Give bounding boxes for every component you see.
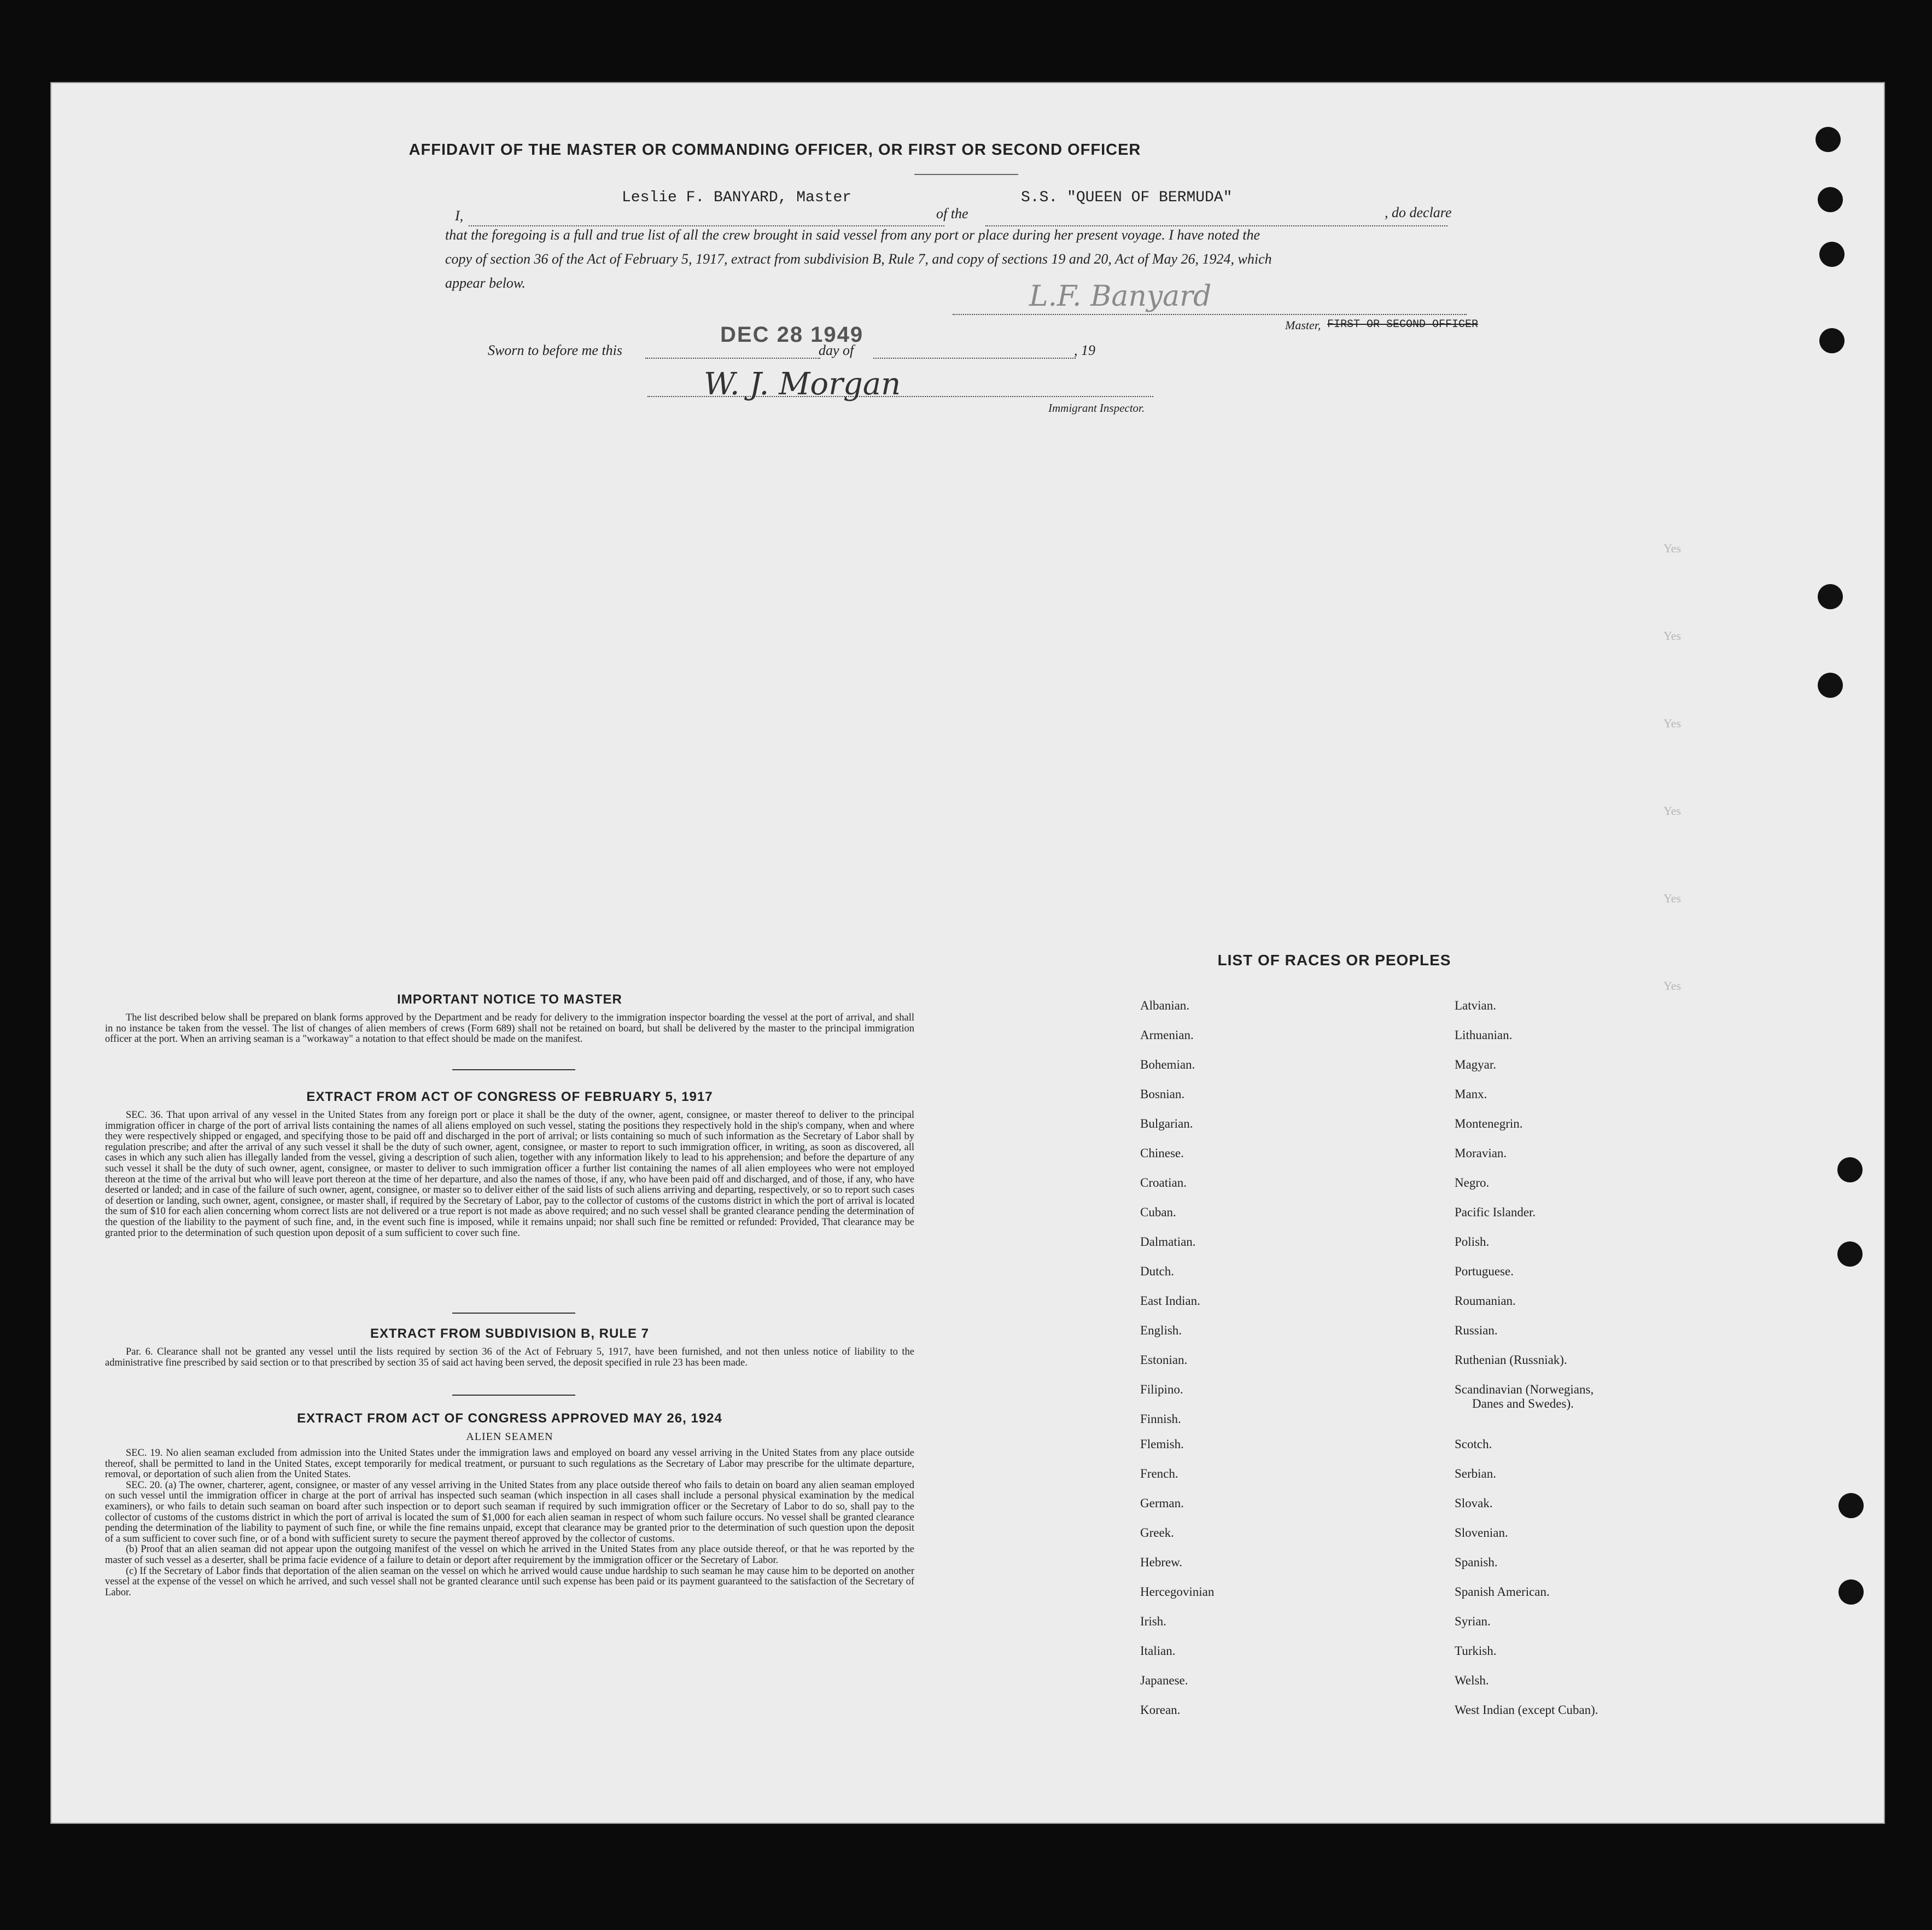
- race-item: Irish.: [1140, 1614, 1166, 1628]
- race-item: Chinese.: [1140, 1146, 1184, 1160]
- race-item: Croatian.: [1140, 1176, 1187, 1190]
- race-item: West Indian (except Cuban).: [1455, 1703, 1598, 1717]
- bleed-through-mark: Yes: [1663, 716, 1682, 730]
- punch-hole-icon: [1837, 1241, 1863, 1267]
- race-item: Slovenian.: [1455, 1526, 1508, 1540]
- notice-text: The list described below shall be prepared on blank forms approved by the Department and be ready for delivery to the immigration inspector boarding the vessel at the port of arrival, and shall in no instance be taken from the vessel. The list of changes of alien members of crews (Form 689) shall not be retained on board, but shall be delivered by the master to the principal immigration officer at the port. When an arriving seaman is a "workaway" a notation to that effect should be made on the manifest.: [105, 1012, 914, 1045]
- race-item: Cuban.: [1140, 1205, 1176, 1219]
- race-item: East Indian.: [1140, 1294, 1200, 1308]
- master-signature: L.F. Banyard: [1029, 280, 1212, 313]
- rule7-text: Par. 6. Clearance shall not be granted any vessel until the lists required by section 36 of the Act of February 5, 1917, have been furnished, and not then unless notice of liability to the administrative fine prescribed by said section or to that prescribed by section 35 of said act having been served, the deposit specified in rule 23 has been made.: [105, 1346, 914, 1368]
- punch-hole-icon: [1838, 1579, 1864, 1605]
- race-item: Bulgarian.: [1140, 1117, 1193, 1130]
- races-heading: LIST OF RACES OR PEOPLES: [1217, 952, 1451, 969]
- race-item: Danes and Swedes).: [1472, 1397, 1574, 1410]
- race-item: Armenian.: [1140, 1028, 1194, 1042]
- race-item: Bohemian.: [1140, 1058, 1195, 1071]
- sec20c-text: (c) If the Secretary of Labor finds that deportation of the alien seaman on the vessel on which he arrived would cause undue hardship to such seaman he may cause him to be deported on another vessel at the expense of the vessel on which he arrived, and such vessel shall not be granted clearance until such expense has been paid or its payment guaranteed to the satisfaction of the Secretary of Labor.: [105, 1565, 914, 1598]
- of-the-label: of the: [936, 206, 968, 221]
- race-item: Albanian.: [1140, 999, 1190, 1012]
- day-of-label: day of: [819, 342, 854, 358]
- master-title-struck: FIRST OR SECOND OFFICER: [1327, 318, 1479, 331]
- sworn-label: Sworn to before me this: [488, 342, 623, 358]
- race-item: Roumanian.: [1455, 1294, 1516, 1308]
- divider: [452, 1395, 575, 1396]
- notice-heading: IMPORTANT NOTICE TO MASTER: [397, 992, 622, 1007]
- race-item: Dutch.: [1140, 1264, 1174, 1278]
- affidavit-i-label: I,: [455, 208, 464, 224]
- race-item: Scandinavian (Norwegians,: [1455, 1383, 1594, 1396]
- bleed-through-mark: Yes: [1663, 804, 1682, 818]
- race-item: Dalmatian.: [1140, 1235, 1196, 1249]
- punch-hole-icon: [1837, 1157, 1863, 1182]
- race-item: Japanese.: [1140, 1674, 1188, 1687]
- month-line: [873, 358, 1076, 359]
- affidavit-title: AFFIDAVIT OF THE MASTER OR COMMANDING OFFICER, OR FIRST OR SECOND OFFICER: [408, 141, 1141, 159]
- extract-1917-text: SEC. 36. That upon arrival of any vessel in the United States from any foreign port or place it shall be the duty of the owner, agent, consignee, or master thereof to deliver to the principal immigration officer in charge of the port of arrival lists containing the names of all aliens employed on such vessel, stating the positions they respectively hold in the ship's company, when and where they were respectively shipped or engaged, and specifying those to be paid off and discharged in the port of arrival; or lists containing so much of such information as the Secretary of Labor shall by regulation prescribe; and after the arrival of any such vessel it shall be the duty of such owner, agent, consignee, or master to report to such immigration officer, in writing, as soon as discovered, all cases in which any such alien has illegally landed from the vessel, giving a description of such alien, together with any information likely to lead to his apprehension; and before the departure of any such vessel it shall be the duty of such owner, agent, consignee, or master to deliver to such immigration officer a further list containing the names of all alien employees who were not employed thereon at the time of the arrival but who will leave port thereon at the time of her departure, and also the names of those, if any, who have been paid off and discharged, and of those, if any, who have deserted or landed; and in case of the failure of such owner, agent, consignee, or master so to deliver either of the said lists of such aliens arriving and departing, respectively, or so to report such cases of desertion or landing, such owner, agent, consignee, or master shall, if required by the Secretary of Labor, pay to the collector of customs of the customs district in which the port of arrival is located the sum of $10 for each alien concerning whom correct lists are not delivered or a true report is not made as above required; and no such vessel shall be granted clearance pending the determination of the question of the liability to the payment of such fine, and, in the event such fine is imposed, while it remains unpaid; nor shall such fine be remitted or refunded: Provided, That clearance may be granted prior to the determination of such question upon deposit of a sum sufficient to cover such fine.: [105, 1110, 914, 1239]
- rule7-heading: EXTRACT FROM SUBDIVISION B, RULE 7: [370, 1326, 650, 1341]
- year-label: , 19: [1074, 342, 1095, 358]
- race-item: Welsh.: [1455, 1674, 1489, 1687]
- punch-hole-icon: [1818, 187, 1843, 212]
- race-item: English.: [1140, 1323, 1182, 1337]
- extract-1917-heading: EXTRACT FROM ACT OF CONGRESS OF FEBRUARY 5, 1917: [306, 1089, 713, 1104]
- race-item: Russian.: [1455, 1323, 1498, 1337]
- punch-hole-icon: [1819, 328, 1845, 353]
- sec20a-text: SEC. 20. (a) The owner, charterer, agent, consignee, or master of any vessel arriving in the United States from any place outside thereof who fails to detain on board any alien seaman employed on such vessel until the immigration officer in charge at the port of arrival has inspected such seaman (which inspection in all cases shall include a personal physical examination by the medical examiners), or who fails to detain such seaman on board after such inspection or to deport such seaman if required by such immigration officer or the Secretary of Labor to do so, shall pay to the collector of customs of the customs district in which the port of arrival is located the sum of $1,000 for each alien seaman in respect of whom such failure occurs. No vessel shall be granted clearance pending the determination of the liability to payment of such fine, or while the fine remains unpaid, except that clearance may be granted prior to the determination of such question upon the deposit of a sum sufficient to cover such fine, or of a bond with sufficient surety to secure the payment thereof approved by the collector of customs.: [105, 1479, 914, 1544]
- race-item: Spanish American.: [1455, 1585, 1550, 1599]
- race-item: Italian.: [1140, 1644, 1176, 1658]
- divider: [452, 1069, 575, 1070]
- master-title-label: Master,: [1285, 318, 1321, 332]
- document-page: [50, 82, 1885, 1824]
- race-item: Flemish.: [1140, 1437, 1184, 1451]
- master-signature-line: [953, 314, 1467, 315]
- race-item: Hercegovinian: [1140, 1585, 1215, 1599]
- punch-hole-icon: [1819, 242, 1845, 267]
- affidavit-line-3: appear below.: [445, 275, 526, 291]
- race-item: Polish.: [1455, 1235, 1490, 1249]
- race-item: Ruthenian (Russniak).: [1455, 1353, 1567, 1367]
- race-item: Magyar.: [1455, 1058, 1497, 1071]
- extract-1924-subheading: ALIEN SEAMEN: [466, 1431, 553, 1443]
- race-item: Spanish.: [1455, 1555, 1498, 1569]
- extract-1924-body: [105, 1448, 914, 1598]
- divider: [452, 1313, 575, 1314]
- race-item: German.: [1140, 1496, 1184, 1510]
- sworn-day-line: [645, 358, 820, 359]
- sec20b-text: (b) Proof that an alien seaman did not appear upon the outgoing manifest of the vessel on which he arrived in the United States from any place outside thereof, or that he was reported by the master of such vessel as a deserter, shall be prima facie evidence of a failure to detain or deport after requirement by the immigration officer or the Secretary of Labor.: [105, 1544, 914, 1566]
- punch-hole-icon: [1816, 127, 1841, 152]
- race-item: Lithuanian.: [1455, 1028, 1513, 1042]
- race-item: Syrian.: [1455, 1614, 1491, 1628]
- race-item: Moravian.: [1455, 1146, 1507, 1160]
- master-name-field: Leslie F. BANYARD, Master: [622, 189, 852, 206]
- inspector-signature: W. J. Morgan: [704, 366, 901, 402]
- race-item: Greek.: [1140, 1526, 1174, 1540]
- race-item: Turkish.: [1455, 1644, 1497, 1658]
- bleed-through-mark: Yes: [1663, 891, 1682, 905]
- extract-1924-heading: EXTRACT FROM ACT OF CONGRESS APPROVED MAY 26, 1924: [297, 1411, 722, 1426]
- punch-hole-icon: [1818, 673, 1843, 698]
- race-item: Manx.: [1455, 1087, 1487, 1101]
- race-item: Bosnian.: [1140, 1087, 1185, 1101]
- affidavit-body: [445, 223, 1468, 295]
- vessel-field: S.S. "QUEEN OF BERMUDA": [1021, 189, 1233, 206]
- bleed-through-mark: Yes: [1663, 979, 1682, 993]
- race-item: Hebrew.: [1140, 1555, 1183, 1569]
- race-item: Negro.: [1455, 1176, 1490, 1190]
- race-item: Filipino.: [1140, 1383, 1183, 1396]
- race-item: Estonian.: [1140, 1353, 1188, 1367]
- date-stamp: DEC 28 1949: [720, 323, 864, 347]
- race-item: Scotch.: [1455, 1437, 1492, 1451]
- race-item: Serbian.: [1455, 1467, 1497, 1480]
- race-item: Montenegrin.: [1455, 1117, 1523, 1130]
- inspector-label: Immigrant Inspector.: [1048, 401, 1145, 415]
- race-item: Pacific Islander.: [1455, 1205, 1536, 1219]
- race-item: Finnish.: [1140, 1412, 1181, 1426]
- bleed-through-mark: Yes: [1663, 541, 1682, 555]
- race-item: French.: [1140, 1467, 1178, 1480]
- do-declare-label: , do declare: [1385, 205, 1452, 220]
- punch-hole-icon: [1818, 584, 1843, 609]
- race-item: Korean.: [1140, 1703, 1181, 1717]
- punch-hole-icon: [1838, 1493, 1864, 1518]
- race-item: Portuguese.: [1455, 1264, 1514, 1278]
- bleed-through-mark: Yes: [1663, 629, 1682, 643]
- affidavit-line-1: that the foregoing is a full and true list of all the crew brought in said vessel from any port or place during her present voyage. I have noted the: [445, 227, 1260, 243]
- sec19-text: SEC. 19. No alien seaman excluded from admission into the United States under the immigration laws and employed on board any vessel arriving in the United States from any place outside thereof, shall be permitted to land in the United States, except temporarily for medical treatment, or pursuant to such regulations as the Secretary of Labor may prescribe for the ultimate departure, removal, or deportation of such alien from the United States.: [105, 1448, 914, 1480]
- race-item: Slovak.: [1455, 1496, 1493, 1510]
- affidavit-line-2: copy of section 36 of the Act of February 5, 1917, extract from subdivision B, Rule 7, and copy of sections 19 and 20, Act of May 26, 1924, which: [445, 251, 1272, 267]
- divider: [914, 174, 1018, 175]
- race-item: Latvian.: [1455, 999, 1496, 1012]
